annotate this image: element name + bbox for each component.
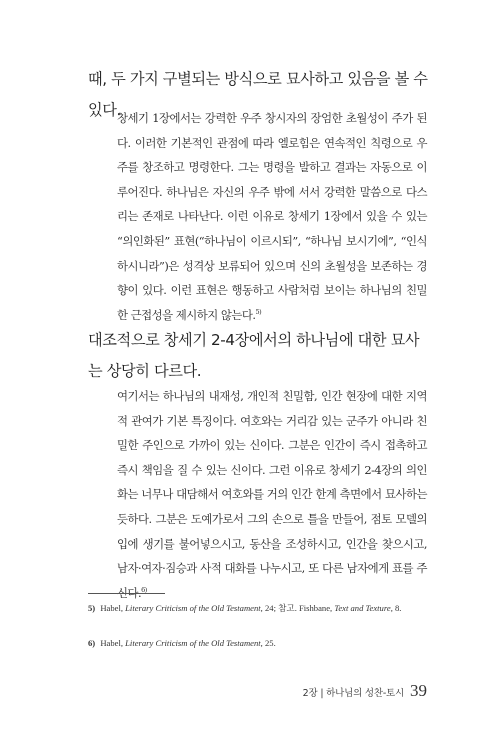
footnote-5-title: Literary Criticism of the Old Testament xyxy=(125,603,261,613)
running-head: 2장 | 하나님의 성찬-토시 xyxy=(302,688,404,699)
block-quote-2-text: 여기서는 하나님의 내재성, 개인적 친밀함, 인간 현장에 대한 지역적 관여가 기본 특징이다. 여호와는 거리감 있는 군주가 아니라 친밀한 주인으로 가까이 있는 신이다. 그분은 인간이 즉시 접촉하고 즉시 책임을 질 수 있는 신이다. 그런 이유로 창세기 2-4장의 의인화는 너무나 대담해서 여호와를 거의 인간 한계 측면에서 묘사하는 듯하다. 그분은 도예가로서 그의 손으로 틀을 만들어, 점토 모델의 입에 생기를 불어넣으시고, 동산을 조성하시고, 인간을 찾으시고, 남자·여자·짐승과 사적 대화를 나누시고, 또 다른 남자에게 표를 주신다. xyxy=(117,389,427,600)
block-quote-2 xyxy=(117,384,427,605)
footnote-6 xyxy=(88,636,428,651)
footnote-6-number: 6) xyxy=(88,638,96,648)
footnote-6-rest: , 25. xyxy=(260,638,276,648)
page-footer xyxy=(303,681,427,701)
footnote-5-rest2: , 8. xyxy=(390,603,402,613)
footnote-5-rest: , 24; 참고. Fishbane, xyxy=(260,603,333,613)
page-number: 39 xyxy=(410,681,427,700)
footnote-divider xyxy=(88,593,165,594)
footnote-5 xyxy=(88,601,428,616)
footnote-6-author: Habel, xyxy=(100,638,123,648)
body-paragraph-lead-1: 때, 두 가지 구별되는 방식으로 묘사하고 있음을 볼 수 있다. xyxy=(88,70,428,119)
footnote-5-number: 5) xyxy=(88,603,96,613)
footnote-ref-5[interactable]: 5) xyxy=(255,307,262,316)
block-quote-1 xyxy=(117,106,427,327)
footnote-5-author: Habel, xyxy=(100,603,123,613)
footnote-5-title2: Text and Texture xyxy=(334,603,391,613)
body-paragraph-lead-2: 대조적으로 창세기 2-4장에서의 하나님에 대한 묘사는 상당히 다르다. xyxy=(88,331,420,380)
footnote-ref-6[interactable]: 6) xyxy=(141,585,147,594)
block-quote-1-text: 창세기 1장에서는 강력한 우주 창시자의 장엄한 초월성이 주가 된다. 이러한 기본적인 관점에 따라 엘로힘은 연속적인 칙령으로 우주를 창조하고 명령한다. 그는 명령을 발하고 결과는 자동으로 이루어진다. 하나님은 자신의 우주 밖에 서서 강력한 말씀으로 다스리는 존재로 나타난다. 이런 이유로 창세기 1장에서 있을 수 있는 “의인화된” 표현(“하나님이 이르시되”, “하나님 보시기에”, “인식하시니라”)은 성격상 보류되어 있으며 신의 초월성을 보존하는 경향이 있다. 이런 표현은 행동하고 사람처럼 보이는 하나님의 친밀한 근접성을 제시하지 않는다. xyxy=(117,111,427,322)
footnote-6-title: Literary Criticism of the Old Testament xyxy=(125,638,261,648)
